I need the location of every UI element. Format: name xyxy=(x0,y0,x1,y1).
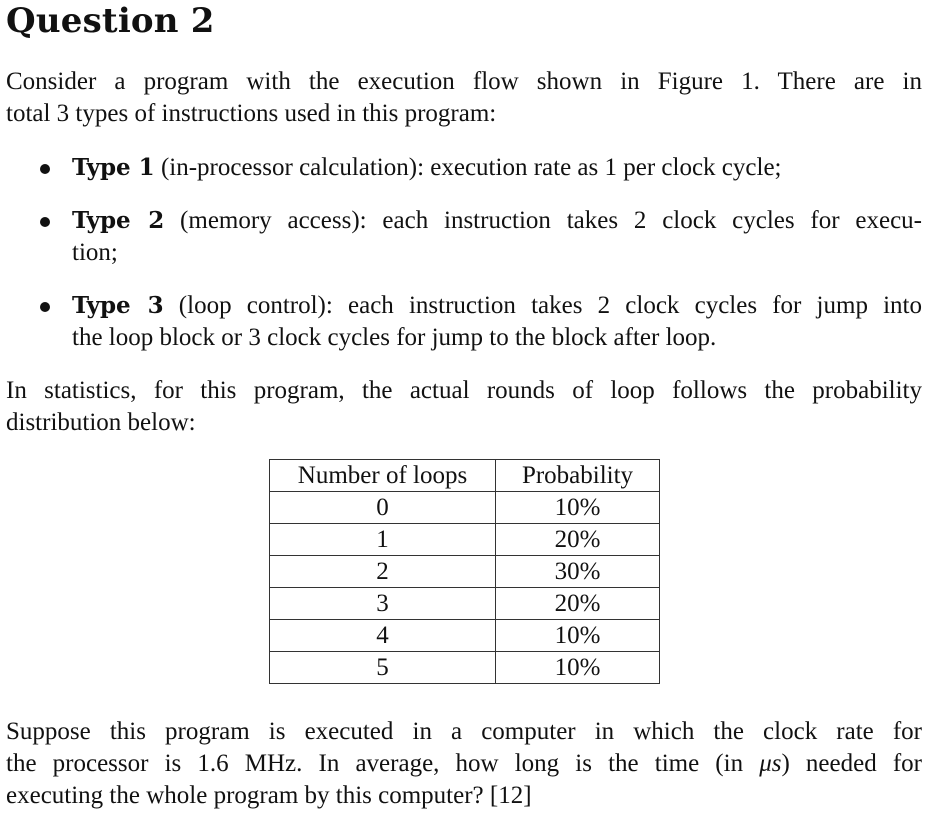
loops-cell: 3 xyxy=(270,588,496,620)
bullet-icon xyxy=(40,164,50,174)
table-row xyxy=(270,652,660,684)
bullet-text-cont: the loop block or 3 clock cycles for jump to the block after loop. xyxy=(72,324,717,351)
loops-cell: 0 xyxy=(270,492,496,524)
bullet-label: Type 3 xyxy=(72,292,164,319)
table-row xyxy=(270,524,660,556)
question-line-2-b: ) needed for xyxy=(781,750,922,777)
loops-cell: 1 xyxy=(270,524,496,556)
loops-cell: 5 xyxy=(270,652,496,684)
loops-cell: 2 xyxy=(270,556,496,588)
table-row xyxy=(270,556,660,588)
bullet-icon xyxy=(40,302,50,312)
table-header-row xyxy=(270,460,660,492)
probability-table xyxy=(269,459,660,684)
bullet-text-cont: tion; xyxy=(72,239,118,266)
question-line-1: Suppose this program is executed in a computer in which the clock rate for xyxy=(6,718,922,745)
header-number-of-loops: Number of loops xyxy=(270,460,496,492)
loops-cell: 4 xyxy=(270,620,496,652)
table-row xyxy=(270,492,660,524)
probability-cell: 20% xyxy=(496,524,660,556)
bullet-label: Type 2 xyxy=(72,207,165,234)
bullet-label: Type 1 xyxy=(72,154,155,181)
question-paragraph xyxy=(6,716,922,812)
probability-cell: 20% xyxy=(496,588,660,620)
probability-cell: 30% xyxy=(496,556,660,588)
probability-cell: 10% xyxy=(496,492,660,524)
intro-line-2: total 3 types of instructions used in this program: xyxy=(6,100,497,127)
stats-line-1: In statistics, for this program, the actual rounds of loop follows the probability xyxy=(6,377,922,404)
probability-cell: 10% xyxy=(496,620,660,652)
bullet-text: (memory access): each instruction takes 2 clock cycles for execu- xyxy=(180,207,922,234)
stats-line-2: distribution below: xyxy=(6,409,196,436)
bullet-text: (loop control): each instruction takes 2 clock cycles for jump into xyxy=(178,292,923,319)
question-line-3: executing the whole program by this computer? [12] xyxy=(6,782,532,809)
stats-paragraph xyxy=(6,375,922,439)
bullet-text: (in-processor calculation): execution rate as 1 per clock cycle; xyxy=(160,154,782,181)
probability-cell: 10% xyxy=(496,652,660,684)
question-line-2 xyxy=(6,748,922,780)
question-line-2-a: the processor is 1.6 MHz. In average, how long is the time (in xyxy=(6,750,760,777)
page-title: Question 2 xyxy=(6,1,215,41)
intro-line-1: Consider a program with the execution flow shown in Figure 1. There are in xyxy=(6,68,922,95)
intro-paragraph xyxy=(6,66,922,130)
microsecond-unit: μs xyxy=(759,750,782,777)
bullet-icon xyxy=(40,217,50,227)
table-row xyxy=(270,588,660,620)
header-probability: Probability xyxy=(496,460,660,492)
table-row xyxy=(270,620,660,652)
